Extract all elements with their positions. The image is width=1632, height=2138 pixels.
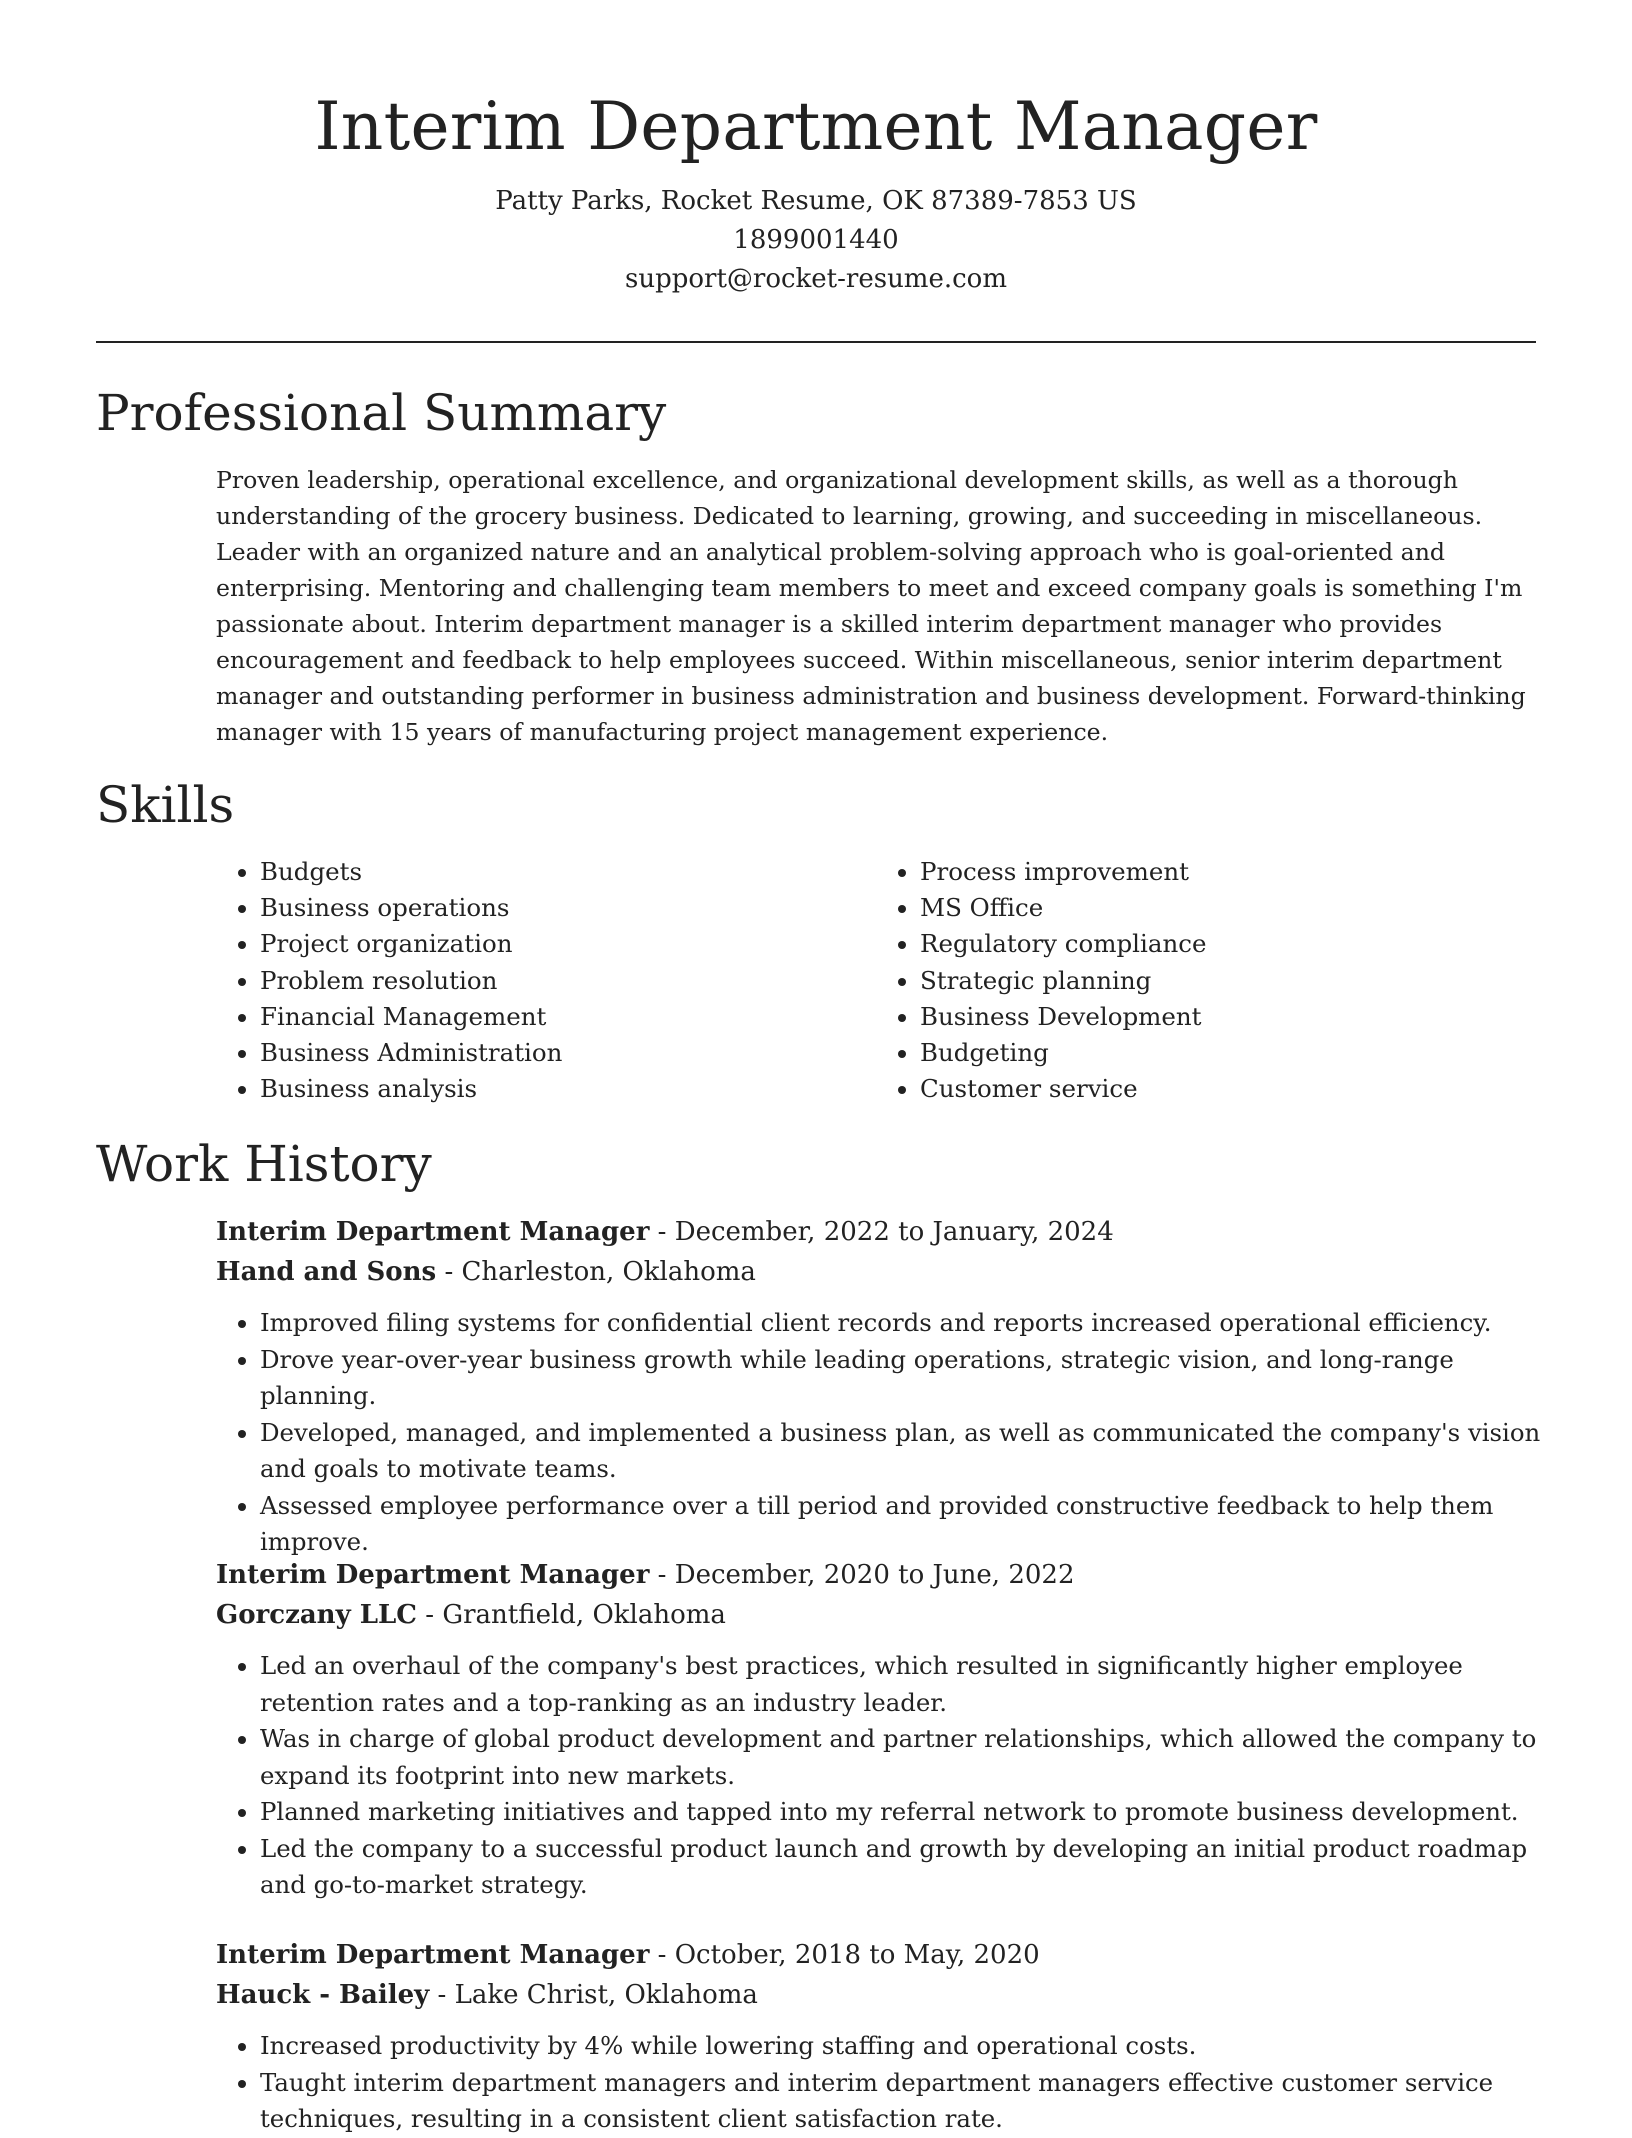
skill-item: • Business operations xyxy=(260,890,876,926)
skill-item: • Project organization xyxy=(260,926,876,962)
skill-item: • Business analysis xyxy=(260,1071,876,1107)
job-entry xyxy=(216,1212,1541,1561)
job-dates: - December, 2020 to June, 2022 xyxy=(649,1560,1075,1590)
resume-header xyxy=(96,82,1536,299)
skill-item: • Problem resolution xyxy=(260,963,876,999)
job-title-line xyxy=(216,1555,1541,1595)
job-company-line xyxy=(216,1252,1541,1292)
job-title: Interim Department Manager xyxy=(216,1940,650,1970)
job-company: Hand and Sons xyxy=(216,1257,437,1287)
job-location: - Lake Christ, Oklahoma xyxy=(429,1980,758,2010)
contact-block xyxy=(96,182,1536,299)
job-dates: - October, 2018 to May, 2020 xyxy=(649,1940,1040,1970)
job-location: - Grantfield, Oklahoma xyxy=(417,1600,726,1630)
skill-item: • Budgeting xyxy=(920,1035,1536,1071)
job-bullets xyxy=(216,1305,1541,1561)
work-history-heading: Work History xyxy=(96,1135,432,1193)
job-location: - Charleston, Oklahoma xyxy=(436,1257,756,1287)
contact-phone: 1899001440 xyxy=(733,225,899,255)
job-company: Gorczany LLC xyxy=(216,1600,418,1630)
job-title: Interim Department Manager xyxy=(216,1560,650,1590)
summary-heading: Professional Summary xyxy=(96,384,667,442)
skill-item: • MS Office xyxy=(920,890,1536,926)
contact-email: support@rocket-resume.com xyxy=(624,264,1007,294)
job-bullet: • Led an overhaul of the company's best practices, which resulted in significantly higher employee retention rates and a top-ranking as an industry leader. xyxy=(260,1648,1541,1721)
job-bullet: • Taught interim department managers and interim department managers effective customer service techniques, resulting in a consistent client satisfaction rate. xyxy=(260,2065,1541,2138)
job-bullet: • Was in charge of global product development and partner relationships, which allowed the company to expand its footprint into new markets. xyxy=(260,1721,1541,1794)
job-title: Interim Department Manager xyxy=(216,1217,650,1247)
contact-address: Patty Parks, Rocket Resume, OK 87389-7853 US xyxy=(495,186,1137,216)
job-entry xyxy=(216,1935,1541,2138)
skill-item: • Financial Management xyxy=(260,999,876,1035)
job-bullets xyxy=(216,1648,1541,1904)
skill-item: • Process improvement xyxy=(920,854,1536,890)
job-bullet: • Assessed employee performance over a till period and provided constructive feedback to help them improve. xyxy=(260,1488,1541,1561)
job-entry xyxy=(216,1555,1541,1904)
skills-column-left xyxy=(216,854,876,1107)
job-dates: - December, 2022 to January, 2024 xyxy=(649,1217,1114,1247)
job-company-line xyxy=(216,1595,1541,1635)
skill-item: • Business Development xyxy=(920,999,1536,1035)
skill-item: • Customer service xyxy=(920,1071,1536,1107)
skill-item: • Business Administration xyxy=(260,1035,876,1071)
skill-item: • Strategic planning xyxy=(920,963,1536,999)
job-bullet: • Increased productivity by 4% while lowering staffing and operational costs. xyxy=(260,2028,1541,2065)
job-bullet: • Improved filing systems for confidential client records and reports increased operational efficiency. xyxy=(260,1305,1541,1342)
skill-item: • Budgets xyxy=(260,854,876,890)
resume-name: Interim Department Manager xyxy=(314,88,1318,165)
skills-list xyxy=(216,854,1536,1107)
header-divider xyxy=(96,341,1536,343)
skills-heading: Skills xyxy=(96,776,235,834)
skill-item: • Regulatory compliance xyxy=(920,926,1536,962)
job-bullet: • Drove year-over-year business growth while leading operations, strategic vision, and long-range planning. xyxy=(260,1342,1541,1415)
job-bullet: • Developed, managed, and implemented a business plan, as well as communicated the company's vision and goals to motivate teams. xyxy=(260,1415,1541,1488)
job-bullet: • Led the company to a successful product launch and growth by developing an initial product roadmap and go-to-market strategy. xyxy=(260,1831,1541,1904)
job-company-line xyxy=(216,1975,1541,2015)
summary-text: Proven leadership, operational excellence, and organizational development skills, as well as a thorough understanding of the grocery business. Dedicated to learning, growing, and succeeding in miscellaneous. Leader with an organized nature and an analytical problem-solving approach who is goal-oriented and enterprising. Mentoring and challenging team members to meet and exceed company goals is something I'm passionate about. Interim department manager is a skilled interim department manager who provides encouragement and feedback to help employees succeed. Within miscellaneous, senior interim department manager and outstanding performer in business administration and business development. Forward-thinking manager with 15 years of manufacturing project management experience. xyxy=(216,466,1526,746)
job-bullet: • Planned marketing initiatives and tapped into my referral network to promote business development. xyxy=(260,1794,1541,1831)
job-bullets xyxy=(216,2028,1541,2138)
job-title-line xyxy=(216,1212,1541,1252)
job-company: Hauck - Bailey xyxy=(216,1980,430,2010)
skills-column-right xyxy=(876,854,1536,1107)
job-title-line xyxy=(216,1935,1541,1975)
